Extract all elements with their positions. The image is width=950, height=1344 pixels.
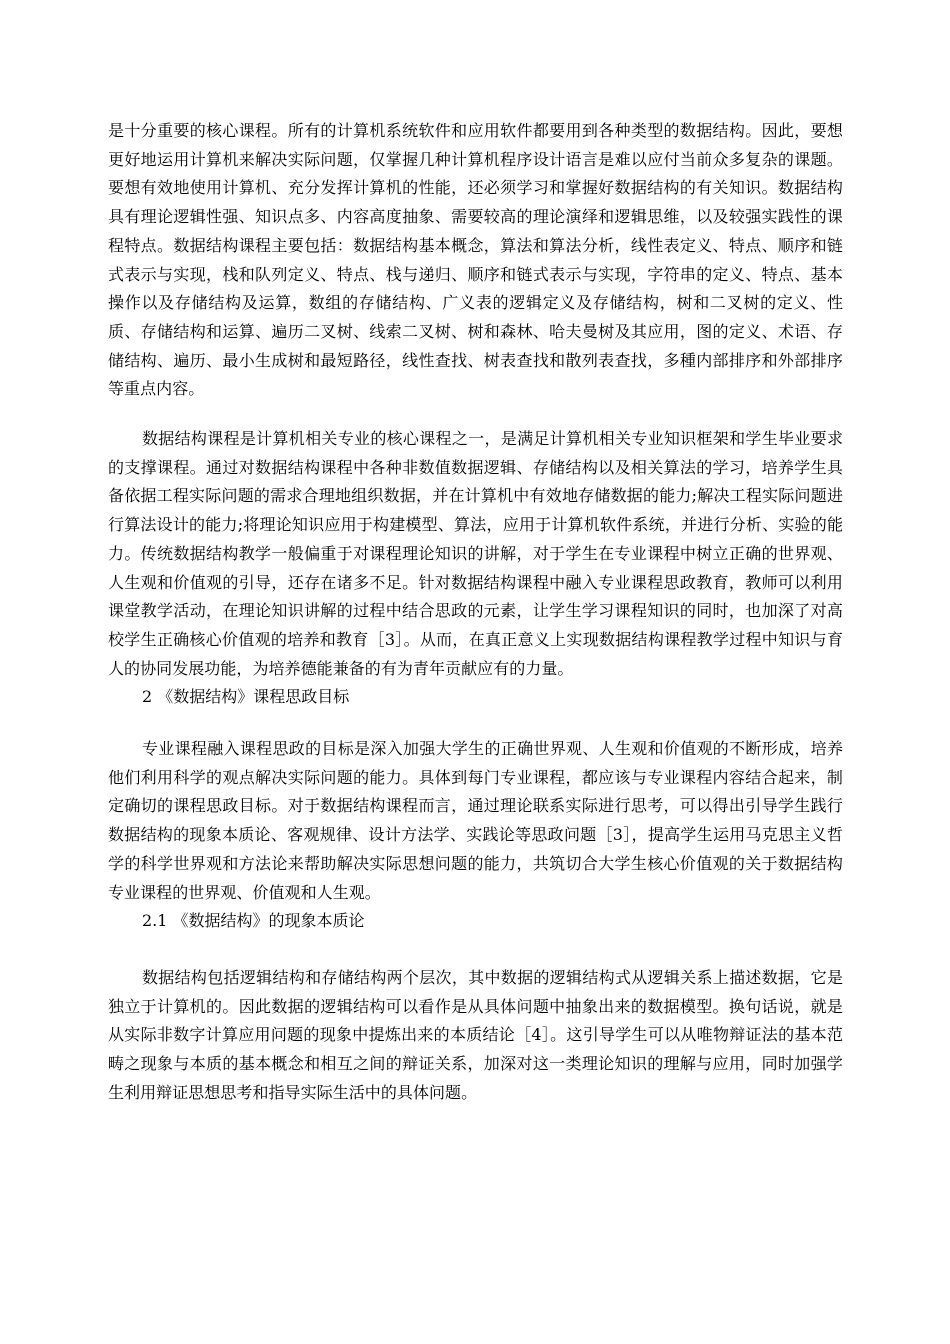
section-heading-2-1: 2.1 《数据结构》的现象本质论: [142, 911, 365, 931]
body-paragraph-3: 专业课程融入课程思政的目标是深入加强大学生的正确世界观、人生观和价值观的不断形成，培养他们利用科学的观点解决实际问题的能力。具体到每门专业课程，都应该与专业课程内容结合起来，制定确切的课程思政目标。对于数据结构课程而言，通过理论联系实际进行思考，可以得出引导学生践行数据结构的现象本质论、客观规律、设计方法学、实践论等思政问题［3］，提高学生运用马克思主义哲学的科学世界观和方法论来帮助解决实际思想问题的能力，共筑切合大学生核心价值观的关于数据结构专业课程的世界观、价值观和人生观。: [108, 739, 843, 902]
body-paragraph-1: 是十分重要的核心课程。所有的计算机系统软件和应用软件都要用到各种类型的数据结构。因此，要想更好地运用计算机来解决实际问题，仅掌握几种计算机程序设计语言是难以应付当前众多复杂的课题。要想有效地使用计算机、充分发挥计算机的性能，还必须学习和掌握好数据结构的有关知识。数据结构具有理论逻辑性强、知识点多、内容高度抽象、需要较高的理论演绎和逻辑思维，以及较强实践性的课程特点。数据结构课程主要包括：数据结构基本概念，算法和算法分析，线性表定义、特点、顺序和链式表示与实现，栈和队列定义、特点、栈与递归、顺序和链式表示与实现，字符串的定义、特点、基本操作以及存储结构及运算，数组的存储结构、广义表的逻辑定义及存储结构，树和二叉树的定义、性质、存储结构和运算、遍历二叉树、线索二叉树、树和森林、哈夫曼树及其应用，图的定义、术语、存储结构、遍历、最小生成树和最短路径，线性查找、树表查找和散列表查找，多種内部排序和外部排序等重点内容。: [108, 121, 843, 399]
section-heading-2: 2 《数据结构》课程思政目标: [142, 687, 350, 707]
document-page: [108, 117, 843, 1108]
body-paragraph-2: 数据结构课程是计算机相关专业的核心课程之一，是满足计算机相关专业知识框架和学生毕业要求的支撑课程。通过对数据结构课程中各种非数值数据逻辑、存储结构以及相关算法的学习，培养学生具备依据工程实际问题的需求合理地组织数据，并在计算机中有效地存储数据的能力;解决工程实际问题进行算法设计的能力;将理论知识应用于构建模型、算法，应用于计算机软件系统，并进行分析、实验的能力。传统数据结构教学一般偏重于对课程理论知识的讲解，对于学生在专业课程中树立正确的世界观、人生观和价值观的引导，还存在诸多不足。针对数据结构课程中融入专业课程思政教育，教师可以利用课堂教学活动，在理论知识讲解的过程中结合思政的元素，让学生学习课程知识的同时，也加深了对高校学生正确核心价值观的培养和教育［3］。从而，在真正意义上实现数据结构课程教学过程中知识与育人的协同发展功能，为培养德能兼备的有为青年贡献应有的力量。: [108, 429, 843, 678]
body-paragraph-4: 数据结构包括逻辑结构和存储结构两个层次，其中数据的逻辑结构式从逻辑关系上描述数据，它是独立于计算机的。因此数据的逻辑结构可以看作是从具体问题中抽象出来的数据模型。换句话说，就是从实际非数字计算应用问题的现象中提炼出来的本质结论［4］。这引导学生可以从唯物辩证法的基本范畴之现象与本质的基本概念和相互之间的辩证关系，加深对这一类理论知识的理解与应用，同时加强学生利用辩证思想思考和指导实际生活中的具体问题。: [108, 967, 843, 1102]
